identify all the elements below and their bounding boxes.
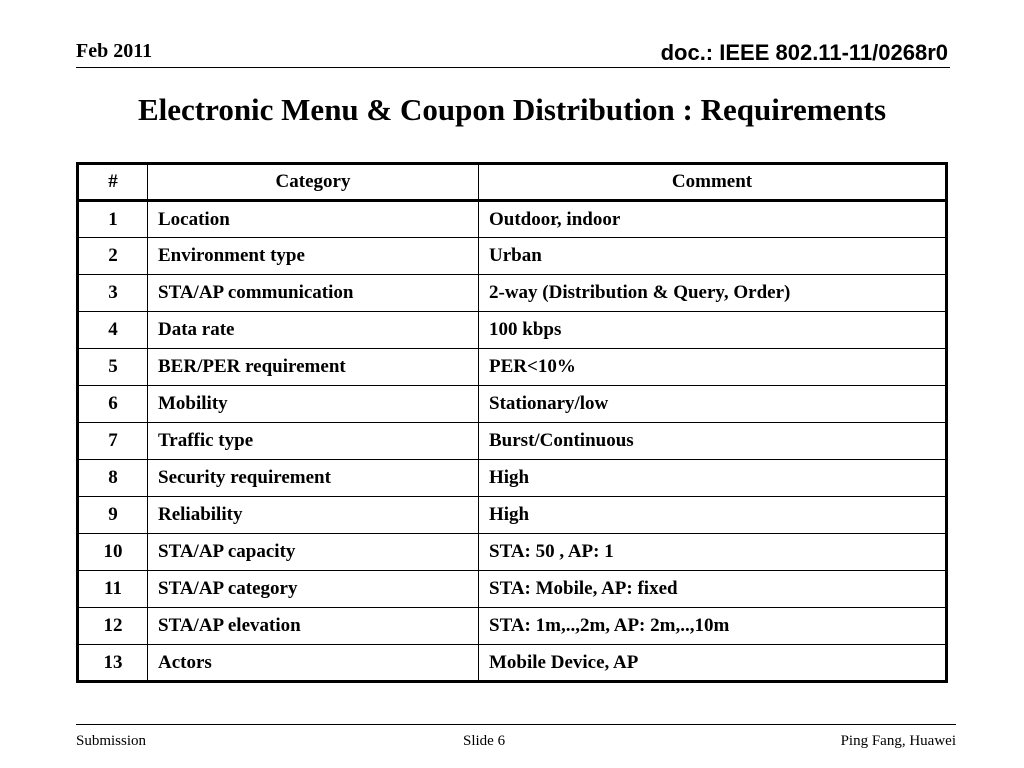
- row-comment: PER<10%: [479, 349, 947, 386]
- row-comment: STA: 50 , AP: 1: [479, 534, 947, 571]
- header-doc-id: doc.: IEEE 802.11-11/0268r0: [660, 40, 948, 65]
- row-comment: Urban: [479, 238, 947, 275]
- column-header-comment: Comment: [479, 164, 947, 201]
- header-divider: [76, 67, 950, 68]
- row-number: 13: [78, 645, 148, 682]
- row-comment: Stationary/low: [479, 386, 947, 423]
- slide-title: Electronic Menu & Coupon Distribution : Requirements: [137, 92, 887, 127]
- row-category: Mobility: [148, 386, 479, 423]
- row-category: BER/PER requirement: [148, 349, 479, 386]
- row-comment: Burst/Continuous: [479, 423, 947, 460]
- row-comment: High: [479, 460, 947, 497]
- row-comment: STA: 1m,..,2m, AP: 2m,..,10m: [479, 608, 947, 645]
- row-category: STA/AP category: [148, 571, 479, 608]
- row-number: 7: [78, 423, 148, 460]
- table-row: [78, 608, 947, 645]
- table-row: [78, 386, 947, 423]
- footer-author: Ping Fang, Huawei: [840, 733, 956, 749]
- table-row: [78, 645, 947, 682]
- footer-submission: Submission: [76, 733, 147, 749]
- row-comment: 100 kbps: [479, 312, 947, 349]
- row-number: 10: [78, 534, 148, 571]
- row-comment: Mobile Device, AP: [479, 645, 947, 682]
- row-category: Environment type: [148, 238, 479, 275]
- table-row: [78, 275, 947, 312]
- row-category: Reliability: [148, 497, 479, 534]
- table-row: [78, 460, 947, 497]
- row-comment: 2-way (Distribution & Query, Order): [479, 275, 947, 312]
- row-number: 3: [78, 275, 148, 312]
- table-row: [78, 349, 947, 386]
- row-number: 8: [78, 460, 148, 497]
- row-number: 6: [78, 386, 148, 423]
- row-category: STA/AP capacity: [148, 534, 479, 571]
- row-category: STA/AP communication: [148, 275, 479, 312]
- row-category: Traffic type: [148, 423, 479, 460]
- row-category: Location: [148, 201, 479, 238]
- requirements-table: [76, 162, 948, 683]
- table-row: [78, 201, 947, 238]
- table-row: [78, 423, 947, 460]
- footer-divider: [76, 724, 956, 725]
- row-comment: High: [479, 497, 947, 534]
- row-comment: Outdoor, indoor: [479, 201, 947, 238]
- row-number: 9: [78, 497, 148, 534]
- row-number: 1: [78, 201, 148, 238]
- row-category: Actors: [148, 645, 479, 682]
- row-number: 5: [78, 349, 148, 386]
- row-comment: STA: Mobile, AP: fixed: [479, 571, 947, 608]
- table-row: [78, 571, 947, 608]
- table-header-row: [78, 164, 947, 201]
- column-header-number: #: [78, 164, 148, 201]
- row-number: 12: [78, 608, 148, 645]
- table-row: [78, 238, 947, 275]
- row-category: Data rate: [148, 312, 479, 349]
- column-header-category: Category: [148, 164, 479, 201]
- row-category: Security requirement: [148, 460, 479, 497]
- table-row: [78, 534, 947, 571]
- header-date: Feb 2011: [76, 40, 153, 62]
- row-number: 2: [78, 238, 148, 275]
- table-row: [78, 312, 947, 349]
- row-number: 11: [78, 571, 148, 608]
- row-category: STA/AP elevation: [148, 608, 479, 645]
- table-row: [78, 497, 947, 534]
- footer-slide-number: Slide 6: [463, 733, 506, 749]
- row-number: 4: [78, 312, 148, 349]
